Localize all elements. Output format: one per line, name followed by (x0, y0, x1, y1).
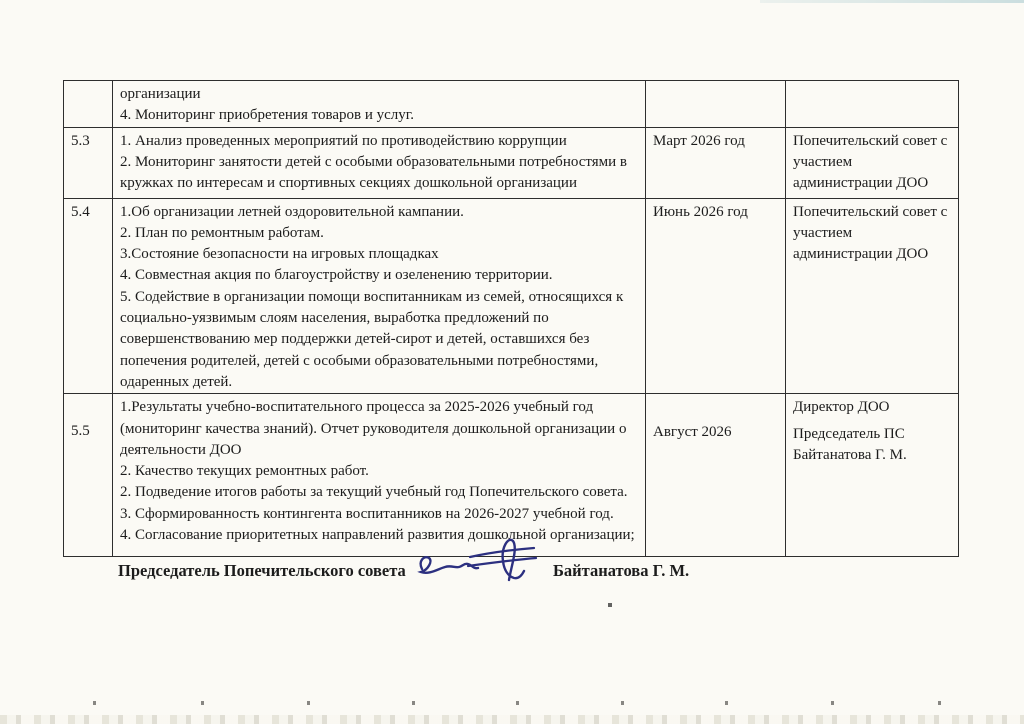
row-number-cell: 5.3 (64, 127, 113, 198)
row-date-cell: Август 2026 (646, 394, 786, 557)
table-row (64, 127, 959, 198)
row-number-cell: 5.5 (64, 394, 113, 557)
table-row (64, 198, 959, 394)
row-date-cell (646, 81, 786, 128)
row-responsible-cell (786, 394, 959, 557)
table-cell-paragraph: Председатель ПС Байтанатова Г. М. (793, 425, 907, 463)
table-cell-paragraph: 1.Об организации летней оздоровительной кампании. (120, 203, 464, 220)
handwritten-signature-icon (412, 534, 540, 590)
scan-tick-dot (938, 701, 941, 705)
scan-edge-artifact-bottom (0, 715, 1024, 724)
table-cell-paragraph: 1. Анализ проведенных мероприятий по противодействию коррупции (120, 132, 567, 149)
plan-table (63, 80, 959, 557)
scan-edge-artifact-top (760, 0, 1024, 3)
table-cell-paragraph: 4. Совместная акция по благоустройству и озеленению территории. (120, 267, 553, 284)
row-responsible-cell (786, 81, 959, 128)
row-date-cell: Июнь 2026 год (646, 198, 786, 394)
table-row (64, 81, 959, 128)
table-cell-paragraph: Директор ДОО (793, 399, 890, 416)
table-cell-paragraph: 2. План по ремонтным работам. (120, 224, 324, 241)
table-cell-paragraph: 1.Результаты учебно-воспитательного процесса за 2025-2026 учебный год (мониторинг качества знаний). Отчет руководителя дошкольной организации о деятельности ДОО (120, 399, 627, 458)
scan-tick-dot (516, 701, 519, 705)
scan-tick-dot (725, 701, 728, 705)
table-cell-paragraph: 4. Согласование приоритетных направлений развития дошкольной организации; (120, 527, 635, 544)
row-date-cell: Март 2026 год (646, 127, 786, 198)
scan-tick-dot (307, 701, 310, 705)
row-content-cell (113, 127, 646, 198)
signer-name: Байтанатова Г. М. (553, 561, 690, 580)
row-responsible-cell (786, 127, 959, 198)
table-cell-paragraph: организации (120, 86, 201, 102)
row-responsible-cell (786, 198, 959, 394)
scan-tick-dot (93, 701, 96, 705)
table-cell-paragraph: 3.Состояние безопасности на игровых площадках (120, 246, 439, 263)
row-content-cell (113, 394, 646, 557)
table-cell-paragraph: 2. Подведение итогов работы за текущий учебный год Попечительского совета. (120, 484, 628, 501)
row-content-cell (113, 198, 646, 394)
scan-tick-dot (831, 701, 834, 705)
table-cell-paragraph: 4. Мониторинг приобретения товаров и услуг. (120, 107, 414, 124)
row-number-cell (64, 81, 113, 128)
scan-tick-dot (621, 701, 624, 705)
table-cell-paragraph: 2. Качество текущих ремонтных работ. (120, 463, 369, 480)
table-cell-paragraph: Попечительский совет с участием администрации ДОО (793, 203, 948, 263)
row-content-cell (113, 81, 646, 128)
table-cell-paragraph: 2. Мониторинг занятости детей с особыми образовательными потребностями в кружках по интересам и спортивных секциях дошкольной организации (120, 153, 627, 192)
signer-title: Председатель Попечительского совета (118, 561, 406, 580)
scan-tick-dot (201, 701, 204, 705)
scan-tick-dot (412, 701, 415, 705)
table-cell-paragraph: 5. Содействие в организации помощи воспитанникам из семей, относящихся к социально-уязвимым слоям населения, выработка предложений по совершенствованию мер поддержки детей-сирот и детей, оставшихся без попечения родителей, детей с особыми образовательными потребностями, одаренных детей. (120, 288, 624, 390)
scan-speck (608, 603, 612, 607)
table-cell-paragraph: 3. Сформированность контингента воспитанников на 2026-2027 учебной год. (120, 505, 614, 522)
row-number-cell: 5.4 (64, 198, 113, 394)
table-row (64, 394, 959, 557)
table-cell-paragraph: Попечительский совет с участием администрации ДОО (793, 132, 948, 192)
